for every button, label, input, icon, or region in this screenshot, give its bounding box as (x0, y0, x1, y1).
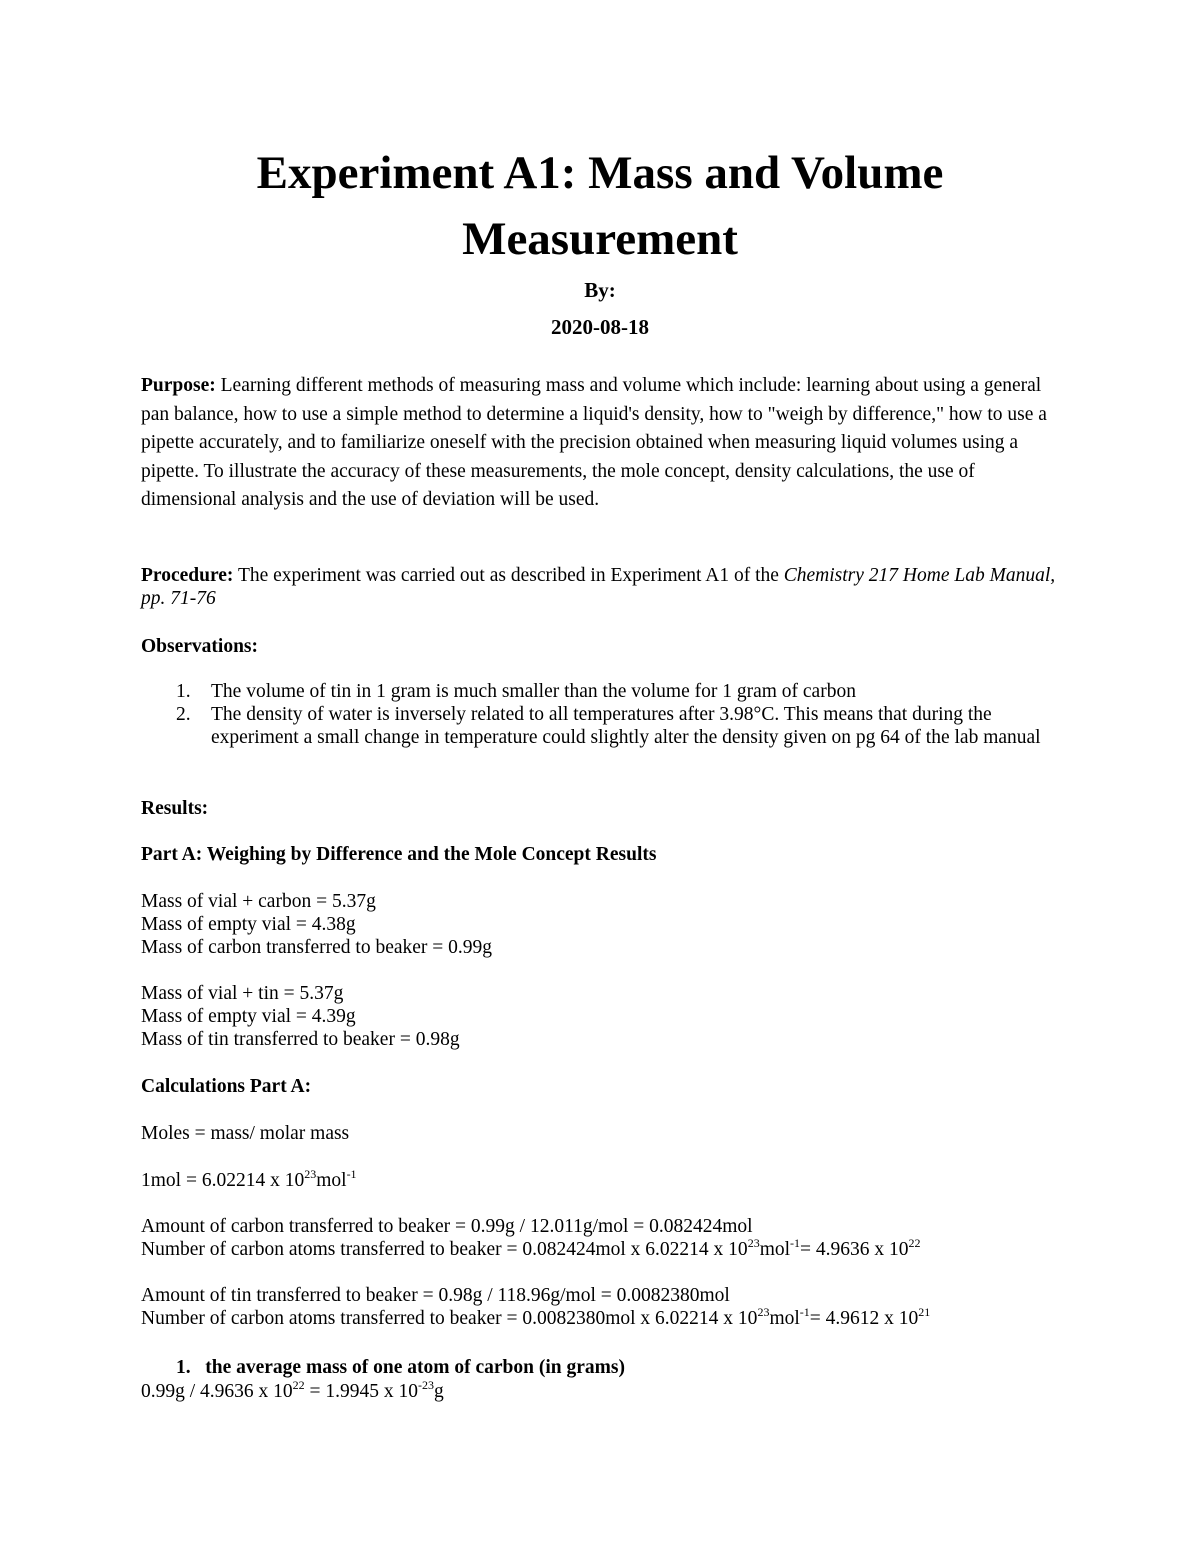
answer-exponent: 22 (292, 1378, 305, 1392)
procedure-paragraph (141, 564, 1061, 610)
observations-list (141, 680, 1061, 749)
calculations-heading: Calculations Part A: (141, 1076, 312, 1097)
list-item-number: 1. (176, 681, 191, 702)
carbon-amount-line: Amount of carbon transferred to beaker = 0.99g / 12.011g/mol = 0.082424mol (141, 1216, 753, 1237)
purpose-paragraph (141, 372, 1061, 515)
question-text: the average mass of one atom of carbon (in grams) (205, 1357, 625, 1378)
answer-part: g (434, 1381, 444, 1402)
tin-mass-results (141, 982, 1061, 1051)
tin-atoms-part: = 4.9612 x 10 (809, 1308, 919, 1329)
list-item-number: 2. (176, 704, 191, 725)
tin-calculation (141, 1284, 1061, 1330)
observations-heading: Observations: (141, 636, 258, 657)
author-label: By: (584, 278, 616, 302)
procedure-label: Procedure: (141, 565, 234, 586)
list-item-text: The density of water is inversely related to all temperatures after 3.98°C. This means that during the experiment a small change in temperature could slightly alter the density given on pg 64 of the lab manual (211, 704, 1041, 748)
tin-amount-line: Amount of tin transferred to beaker = 0.98g / 118.96g/mol = 0.0082380mol (141, 1285, 730, 1306)
tin-result-line: Mass of vial + tin = 5.37g (141, 983, 344, 1004)
results-heading: Results: (141, 798, 209, 819)
question-1-answer (141, 1380, 1061, 1403)
avogadro-unit-exponent: -1 (346, 1167, 357, 1181)
tin-atoms-exponent: -1 (799, 1305, 810, 1319)
title-line-2: Measurement (462, 213, 738, 265)
moles-formula: Moles = mass/ molar mass (141, 1123, 350, 1144)
title-line-1: Experiment A1: Mass and Volume (256, 147, 944, 199)
procedure-text: The experiment was carried out as described in Experiment A1 of the (237, 565, 779, 586)
answer-part: 0.99g / 4.9636 x 10 (141, 1381, 293, 1402)
tin-atoms-part: mol (769, 1308, 800, 1329)
carbon-atoms-part: mol (759, 1239, 791, 1260)
tin-result-line: Mass of tin transferred to beaker = 0.98g (141, 1029, 460, 1050)
carbon-atoms-exponent: 23 (747, 1236, 760, 1250)
list-item (141, 703, 1061, 749)
avogadro-unit: mol (316, 1170, 347, 1191)
avogadro-constant (141, 1169, 1061, 1192)
part-a-heading: Part A: Weighing by Difference and the Mole Concept Results (141, 844, 657, 865)
question-number: 1. (176, 1357, 191, 1378)
report-date: 2020-08-18 (551, 315, 649, 339)
avogadro-base: 1mol = 6.02214 x 10 (141, 1170, 305, 1191)
tin-atoms-exponent: 23 (757, 1305, 770, 1319)
procedure-citation: Chemistry 217 Home Lab Manual, pp. 71-76 (141, 565, 1056, 609)
avogadro-exponent: 23 (304, 1167, 317, 1181)
carbon-atoms-line (141, 1238, 1061, 1261)
answer-exponent: -23 (418, 1378, 435, 1392)
carbon-result-line: Mass of carbon transferred to beaker = 0.99g (141, 937, 493, 958)
tin-atoms-part: Number of carbon atoms transferred to beaker = 0.0082380mol x 6.02214 x 10 (141, 1308, 758, 1329)
purpose-text: Learning different methods of measuring mass and volume which include: learning about using a general pan balance, how to use a simple method to determine a liquid's density, how to "weigh by difference," how to use a pipette accurately, and to familiarize oneself with the precision obtained when measuring liquid volumes using a pipette. To illustrate the accuracy of these measurements, the mole concept, density calculations, the use of dimensional analysis and the use of deviation will be used. (141, 375, 1047, 510)
document-title (200, 140, 1000, 272)
carbon-result-line: Mass of empty vial = 4.38g (141, 914, 356, 935)
carbon-calculation (141, 1215, 1061, 1261)
tin-result-line: Mass of empty vial = 4.39g (141, 1006, 356, 1027)
answer-part: = 1.9945 x 10 (304, 1381, 419, 1402)
carbon-atoms-part: = 4.9636 x 10 (800, 1239, 909, 1260)
tin-atoms-exponent: 21 (918, 1305, 931, 1319)
list-item (141, 680, 1061, 703)
question-1-heading (176, 1356, 625, 1379)
carbon-mass-results (141, 890, 1061, 959)
purpose-label: Purpose: (141, 375, 216, 396)
tin-atoms-line (141, 1307, 1061, 1330)
carbon-atoms-exponent: -1 (790, 1236, 801, 1250)
list-item-text: The volume of tin in 1 gram is much smaller than the volume for 1 gram of carbon (211, 681, 856, 702)
carbon-atoms-part: Number of carbon atoms transferred to beaker = 0.082424mol x 6.02214 x 10 (141, 1239, 748, 1260)
carbon-atoms-exponent: 22 (908, 1236, 921, 1250)
carbon-result-line: Mass of vial + carbon = 5.37g (141, 891, 376, 912)
